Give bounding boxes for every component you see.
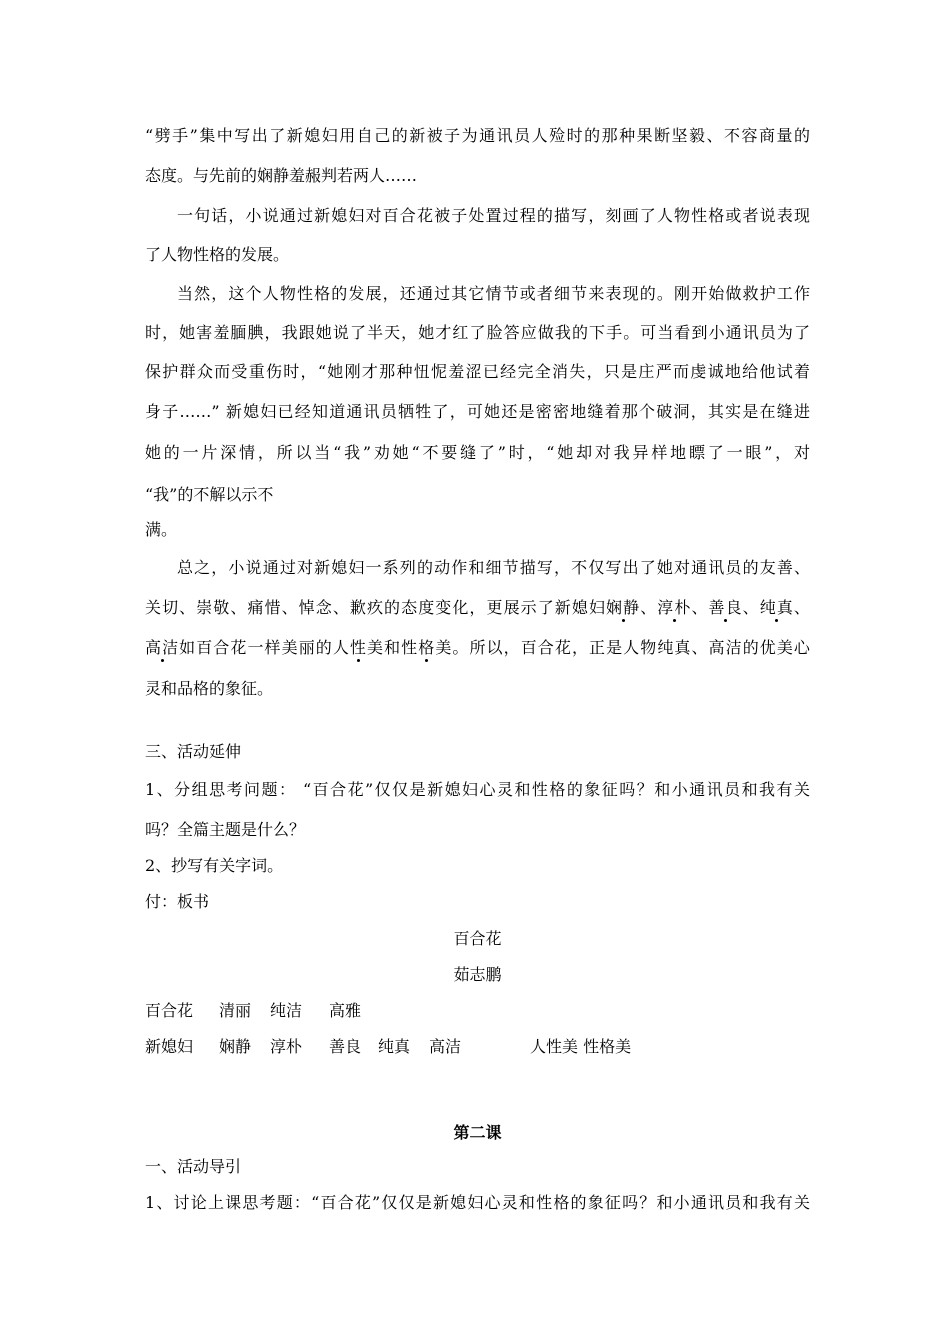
emphasized-word-善良: 善良 bbox=[708, 598, 743, 617]
text-run: 如百合花一样美丽的 bbox=[179, 638, 333, 657]
paragraph-3-line-2: 时，她害羞腼腆，我跟她说了半天，她才红了脸答应做我的下手。可当看到小通讯员为了 bbox=[145, 323, 810, 342]
paragraph-4-line-4: 灵和品格的象征。 bbox=[145, 679, 274, 698]
text-run: 、 bbox=[742, 598, 760, 617]
board-row-1-word: 纯洁 bbox=[270, 1001, 303, 1020]
appendix-board-label: 付：板书 bbox=[145, 892, 210, 911]
question-2: 2、抄写有关字词。 bbox=[145, 856, 284, 875]
board-title: 百合花 bbox=[453, 929, 502, 948]
lesson-2-question-1: 1、讨论上课思考题：“百合花”仅仅是新媳妇心灵和性格的象征吗？和小通讯员和我有关 bbox=[145, 1193, 810, 1212]
board-row-2-word: 娴静 bbox=[219, 1037, 252, 1056]
paragraph-3-line-3: 保护群众而受重伤时，“她刚才那种忸怩羞涩已经完全消失，只是庄严而虔诚地给他试着 bbox=[145, 362, 810, 381]
paragraph-3-line-7: 满。 bbox=[145, 520, 178, 539]
board-author: 茹志鹏 bbox=[453, 965, 502, 984]
text-run: 、 bbox=[691, 598, 709, 617]
board-row-2-word: 善良 bbox=[329, 1037, 362, 1056]
question-1-line-1: 1、分组思考问题： “百合花”仅仅是新媳妇心灵和性格的象征吗？和小通讯员和我有关 bbox=[145, 780, 810, 799]
text-run: 、 bbox=[793, 598, 810, 617]
question-1-line-2: 吗？全篇主题是什么？ bbox=[145, 820, 306, 839]
paragraph-1-line-2: 态度。与先前的娴静羞赧判若两人…… bbox=[145, 166, 418, 185]
emphasized-word-娴静: 娴静 bbox=[606, 598, 641, 617]
paragraph-3-line-4: 身子……” 新媳妇已经知道通讯员牺牲了，可她还是密密地缝着那个破洞，其实是在缝进 bbox=[145, 402, 810, 421]
board-row-2-subject: 新媳妇 bbox=[145, 1037, 194, 1056]
paragraph-4-line-1: 总之，小说通过对新媳妇一系列的动作和细节描写，不仅写出了她对通讯员的友善、 bbox=[177, 558, 810, 577]
section-heading-activity-extension: 三、活动延伸 bbox=[145, 742, 242, 761]
board-row-2-word: 高洁 bbox=[429, 1037, 462, 1056]
text-run: 和 bbox=[384, 638, 402, 657]
paragraph-4-line-2 bbox=[145, 598, 810, 618]
paragraph-3-line-6: “我”的不解以示不 bbox=[145, 485, 274, 504]
paragraph-3-line-5: 她的一片深情，所以当“我”劝她“不要缝了”时，“她却对我异样地瞟了一眼”，对 bbox=[145, 443, 810, 462]
paragraph-3-line-1: 当然，这个人物性格的发展，还通过其它情节或者细节来表现的。刚开始做救护工作 bbox=[177, 284, 810, 303]
board-row-2-summary: 人性美 性格美 bbox=[530, 1037, 632, 1056]
paragraph-2-line-2: 了人物性格的发展。 bbox=[145, 245, 290, 264]
text-run: 、 bbox=[640, 598, 658, 617]
emphasized-word-高洁: 高洁 bbox=[145, 638, 180, 657]
board-row-1-word: 高雅 bbox=[329, 1001, 362, 1020]
board-row-1-word: 清丽 bbox=[219, 1001, 252, 1020]
lesson-2-title: 第二课 bbox=[453, 1123, 502, 1142]
text-run: 关切、崇敬、痛惜、悼念、歉疚的态度变化，更展示了新媳妇 bbox=[145, 598, 607, 617]
paragraph-2-line-1: 一句话，小说通过新媳妇对百合花被子处置过程的描写，刻画了人物性格或者说表现 bbox=[177, 206, 810, 225]
emphasized-word-性格美: 性格美 bbox=[401, 638, 453, 657]
emphasized-word-纯真: 纯真 bbox=[759, 598, 794, 617]
emphasized-word-人性美: 人性美 bbox=[332, 638, 385, 657]
board-row-1-subject: 百合花 bbox=[145, 1001, 194, 1020]
text-run: 。所以，百合花，正是人物纯真、高洁的优美心 bbox=[452, 638, 810, 657]
lesson-2-section-heading: 一、活动导引 bbox=[145, 1157, 242, 1176]
paragraph-4-line-3 bbox=[145, 638, 810, 658]
board-row-2-word: 纯真 bbox=[378, 1037, 411, 1056]
board-row-2-word: 淳朴 bbox=[270, 1037, 303, 1056]
emphasized-word-淳朴: 淳朴 bbox=[657, 598, 692, 617]
paragraph-1-line-1: “劈手”集中写出了新媳妇用自己的新被子为通讯员人殓时的那种果断坚毅、不容商量的 bbox=[145, 126, 810, 145]
